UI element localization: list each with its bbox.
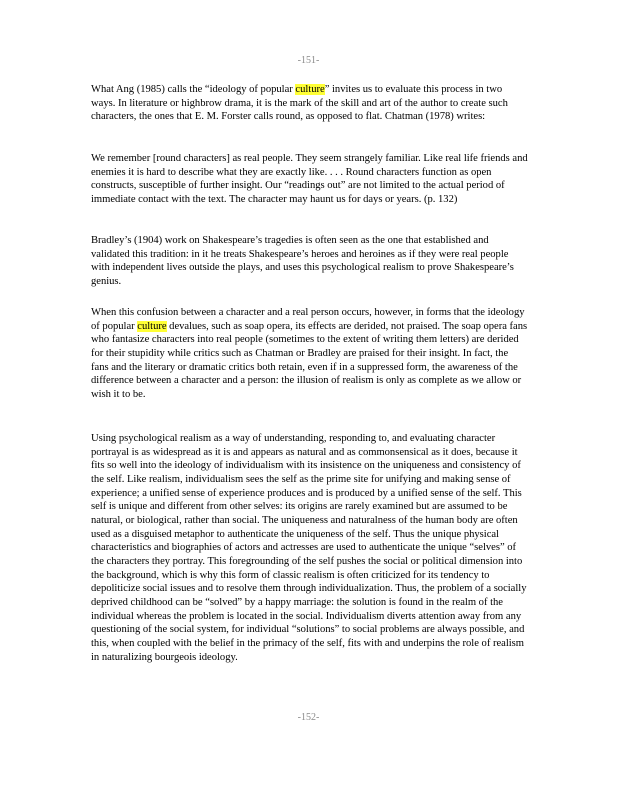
block-quote-chatman: We remember [round characters] as real people. They seem strangely familiar. Like real life friends and enemies it is hard to describe what they are exactly like. . . . Round characters function as open constructs, susceptible of further insight. Our “readings out” are not limited to the actual period of immediate contact with the text. The character may haunt us for days or years. (p. 132)	[91, 153, 528, 205]
page-number-bottom: -152-	[297, 712, 320, 723]
paragraph-text: When this confusion between a character and a real person occurs, however, in forms that the ideology of popular	[91, 307, 525, 332]
paragraph-confusion	[91, 306, 528, 402]
page-number-top: -151-	[297, 55, 320, 66]
paragraph-bradley: Bradley’s (1904) work on Shakespeare’s tragedies is often seen as the one that established and validated this tradition: in it he treats Shakespeare’s heroes and heroines as if they were real people with independent lives outside the plays, and uses this psychological realism to prove Shakespeare’s genius.	[91, 235, 514, 287]
highlighted-word[interactable]: culture	[137, 320, 167, 332]
paragraph-text: ” invites us to evaluate this process in two ways. In literature or highbrow drama, it is the mark of the skill and art of the author to create such characters, the ones that E. M. Forster calls round, as opposed to flat. Chatman (1978) writes:	[91, 84, 508, 123]
paragraph-text: What Ang (1985) calls the “ideology of popular	[91, 84, 296, 95]
paragraph-psychological-realism: Using psychological realism as a way of understanding, responding to, and evaluating character portrayal is as widespread as it is and appears as natural and as commonsensical as it does, because it fits so well into the ideology of individualism with its insistence on the uniqueness and consistency of the self. Like realism, individualism sees the self as the prime site for unifying and making sense of experience; a unified sense of experience produces and is produced by a unified sense of the self. This self is unique and different from other selves: its origins are rarely examined but are assumed to be natural, or biological, rather than social. The uniqueness and naturalness of the human body are often used as a disguised metaphor to authenticate the uniqueness of the self. Thus the unique physical characteristics and biographies of actors and actresses are used to authenticate the unique “selves” of the characters they portray. This foregrounding of the self pushes the social or political dimension into the background, which is why this form of classic realism is often criticized for its tendency to depoliticize social issues and to resolve them through individualization. Thus, the problem of a socially deprived childhood can be “solved” by a happy marriage: the solution is found in the realm of the individual whereas the problem is located in the social. Individualism diverts attention away from any questioning of the social system, for individual “solutions” to social problems are always possible, and this, when coupled with the belief in the primacy of the self, fits with and underpins the role of realism in naturalizing bourgeois ideology.	[91, 433, 527, 663]
paragraph-ang-ideology	[91, 83, 528, 124]
highlighted-word[interactable]: culture	[295, 84, 325, 95]
paragraph-text: devalues, such as soap opera, its effects are derided, not praised. The soap opera fans who fantasize characters into real people (sometimes to the extent of writing them letters) are derided for their stupidity while critics such as Chatman or Bradley are praised for their insight. In fact, the fans and the literary or dramatic critics both retain, even if in a suppressed form, the awareness of the difference between a character and a person: the illusion of realism is only as complete as we allow or wish it to be.	[91, 320, 528, 400]
